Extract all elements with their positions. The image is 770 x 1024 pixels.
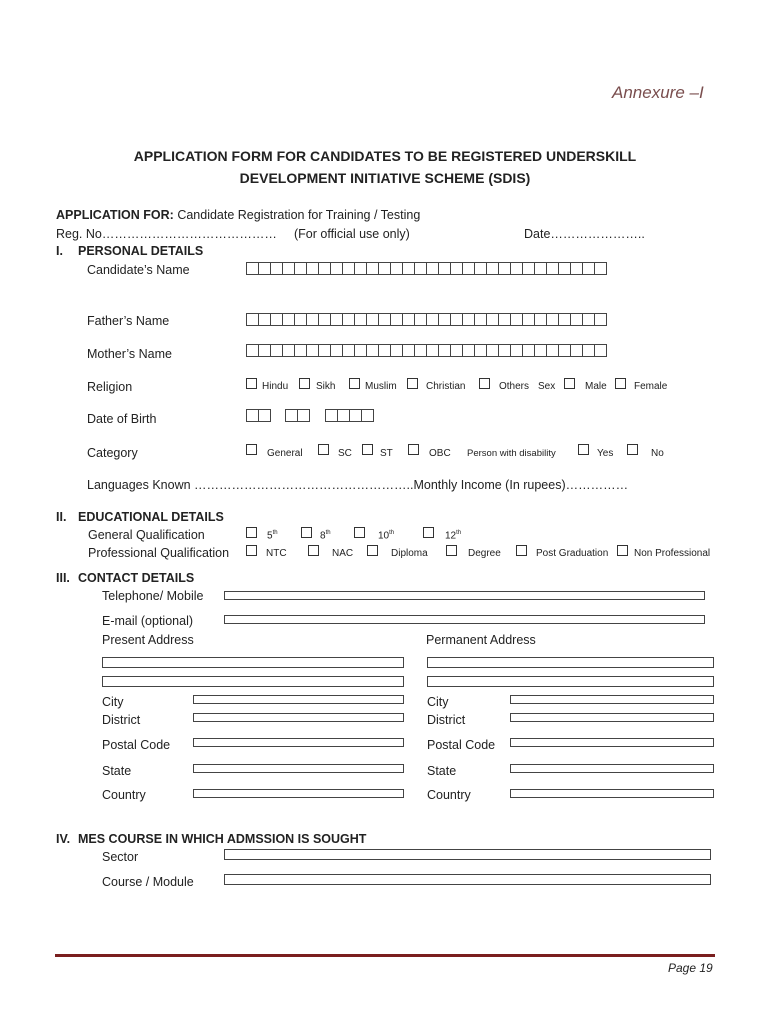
section-num-contact: III.	[56, 571, 70, 585]
sector-field[interactable]	[224, 849, 711, 860]
permanent-country-label: Country	[427, 788, 471, 802]
prof-diploma-checkbox[interactable]	[367, 545, 378, 556]
present-address-label: Present Address	[102, 633, 194, 647]
religion-christian-checkbox[interactable]	[407, 378, 418, 389]
application-for-label: APPLICATION FOR:	[56, 208, 174, 222]
prof-diploma-label: Diploma	[391, 548, 428, 559]
prof-ntc-label: NTC	[266, 548, 287, 559]
present-address-line1[interactable]	[102, 657, 404, 668]
char-cell[interactable]	[594, 313, 607, 326]
qual-5th-label: 5th	[267, 530, 278, 542]
application-for	[56, 208, 420, 222]
prof-degree-label: Degree	[468, 548, 501, 559]
category-obc-label: OBC	[429, 448, 451, 459]
sex-label: Sex	[538, 381, 556, 392]
official-use-label: (For official use only)	[294, 227, 410, 241]
section-num-course: IV.	[56, 832, 71, 846]
form-title-line2: DEVELOPMENT INITIATIVE SCHEME (SDIS)	[239, 170, 531, 186]
category-general-checkbox[interactable]	[246, 444, 257, 455]
languages-income-line: Languages Known ……………………………………………..Monthly Income (In rupees)……………	[87, 478, 629, 492]
sex-female-checkbox[interactable]	[615, 378, 626, 389]
prof-pg-checkbox[interactable]	[516, 545, 527, 556]
section-num-personal: I.	[56, 244, 63, 258]
category-st-label: ST	[380, 448, 393, 459]
father-name-cells[interactable]	[246, 313, 606, 326]
permanent-city-label: City	[427, 695, 449, 709]
prof-ntc-checkbox[interactable]	[246, 545, 257, 556]
prof-nac-checkbox[interactable]	[308, 545, 319, 556]
application-for-value: Candidate Registration for Training / Testing	[177, 208, 421, 222]
religion-christian-label: Christian	[426, 381, 466, 392]
permanent-district-field[interactable]	[510, 713, 714, 722]
present-district-field[interactable]	[193, 713, 404, 722]
prof-nac-label: NAC	[332, 548, 354, 559]
permanent-address-line2[interactable]	[427, 676, 714, 687]
disability-yes-label: Yes	[597, 448, 614, 459]
footer-rule	[55, 954, 715, 957]
permanent-state-label: State	[427, 764, 457, 778]
category-obc-checkbox[interactable]	[408, 444, 419, 455]
dob-month-cells[interactable]	[285, 409, 309, 422]
mother-name-cells[interactable]	[246, 344, 606, 357]
religion-others-checkbox[interactable]	[479, 378, 490, 389]
form-title-line1: APPLICATION FORM FOR CANDIDATES TO BE REGISTERED UNDERSKILL	[133, 148, 637, 164]
category-label: Category	[87, 446, 138, 460]
permanent-address-label: Permanent Address	[426, 633, 536, 647]
mother-name-label: Mother’s Name	[87, 347, 172, 361]
qual-8th-checkbox[interactable]	[301, 527, 312, 538]
personal-details-heading: PERSONAL DETAILS	[78, 244, 204, 258]
prof-non-professional-checkbox[interactable]	[617, 545, 628, 556]
religion-sikh-label: Sikh	[316, 381, 336, 392]
char-cell[interactable]	[594, 344, 607, 357]
category-general-label: General	[267, 448, 303, 459]
course-module-field[interactable]	[224, 874, 711, 885]
contact-details-heading: CONTACT DETAILS	[78, 571, 195, 585]
prof-non-professional-label: Non Professional	[634, 548, 711, 559]
present-country-field[interactable]	[193, 789, 404, 798]
permanent-district-label: District	[427, 713, 466, 727]
present-city-field[interactable]	[193, 695, 404, 704]
permanent-city-field[interactable]	[510, 695, 714, 704]
qual-5th-checkbox[interactable]	[246, 527, 257, 538]
permanent-country-field[interactable]	[510, 789, 714, 798]
sex-male-label: Male	[585, 381, 607, 392]
religion-hindu-label: Hindu	[262, 381, 289, 392]
page-number: Page 19	[668, 961, 713, 975]
course-module-label: Course / Module	[102, 875, 194, 889]
sex-female-label: Female	[634, 381, 668, 392]
category-sc-checkbox[interactable]	[318, 444, 329, 455]
email-field[interactable]	[224, 615, 705, 624]
qual-10th-checkbox[interactable]	[354, 527, 365, 538]
religion-label: Religion	[87, 380, 133, 394]
category-sc-label: SC	[338, 448, 352, 459]
religion-hindu-checkbox[interactable]	[246, 378, 257, 389]
permanent-postal-field[interactable]	[510, 738, 714, 747]
qual-12th-label: 12th	[445, 530, 462, 542]
reg-no-label: Reg. No……………………………………	[56, 227, 277, 241]
present-state-label: State	[102, 764, 132, 778]
qual-8th-label: 8th	[320, 530, 331, 542]
present-city-label: City	[102, 695, 124, 709]
disability-no-label: No	[651, 448, 664, 459]
char-cell[interactable]	[361, 409, 374, 422]
present-postal-label: Postal Code	[102, 738, 171, 752]
section-num-education: II.	[56, 510, 67, 524]
char-cell[interactable]	[594, 262, 607, 275]
permanent-state-field[interactable]	[510, 764, 714, 773]
dob-label: Date of Birth	[87, 412, 157, 426]
permanent-address-line1[interactable]	[427, 657, 714, 668]
father-name-label: Father’s Name	[87, 314, 170, 328]
disability-yes-checkbox[interactable]	[578, 444, 589, 455]
present-postal-field[interactable]	[193, 738, 404, 747]
sector-label: Sector	[102, 850, 139, 864]
dob-day-cells[interactable]	[246, 409, 270, 422]
religion-muslim-label: Muslim	[365, 381, 397, 392]
candidate-name-label: Candidate’s Name	[87, 263, 190, 277]
present-district-label: District	[102, 713, 141, 727]
disability-label: Person with disability	[467, 448, 556, 459]
religion-others-label: Others	[499, 381, 530, 392]
date-label: Date…………………..	[524, 227, 645, 241]
prof-pg-label: Post Graduation	[536, 548, 609, 559]
category-st-checkbox[interactable]	[362, 444, 373, 455]
educational-details-heading: EDUCATIONAL DETAILS	[78, 510, 224, 524]
dob-year-cells[interactable]	[325, 409, 373, 422]
permanent-postal-label: Postal Code	[427, 738, 496, 752]
present-state-field[interactable]	[193, 764, 404, 773]
present-country-label: Country	[102, 788, 146, 802]
prof-degree-checkbox[interactable]	[446, 545, 457, 556]
telephone-field[interactable]	[224, 591, 705, 600]
present-address-line2[interactable]	[102, 676, 404, 687]
qual-12th-checkbox[interactable]	[423, 527, 434, 538]
email-label: E-mail (optional)	[102, 614, 194, 628]
religion-sikh-checkbox[interactable]	[299, 378, 310, 389]
char-cell[interactable]	[297, 409, 310, 422]
general-qualification-label: General Qualification	[88, 528, 205, 542]
candidate-name-cells[interactable]	[246, 262, 606, 275]
disability-no-checkbox[interactable]	[627, 444, 638, 455]
religion-muslim-checkbox[interactable]	[349, 378, 360, 389]
professional-qualification-label: Professional Qualification	[88, 546, 230, 560]
telephone-label: Telephone/ Mobile	[102, 589, 204, 603]
char-cell[interactable]	[258, 409, 271, 422]
qual-10th-label: 10th	[378, 530, 395, 542]
annexure-label: Annexure –I	[612, 83, 704, 102]
sex-male-checkbox[interactable]	[564, 378, 575, 389]
course-heading: MES COURSE IN WHICH ADMSSION IS SOUGHT	[78, 832, 367, 846]
